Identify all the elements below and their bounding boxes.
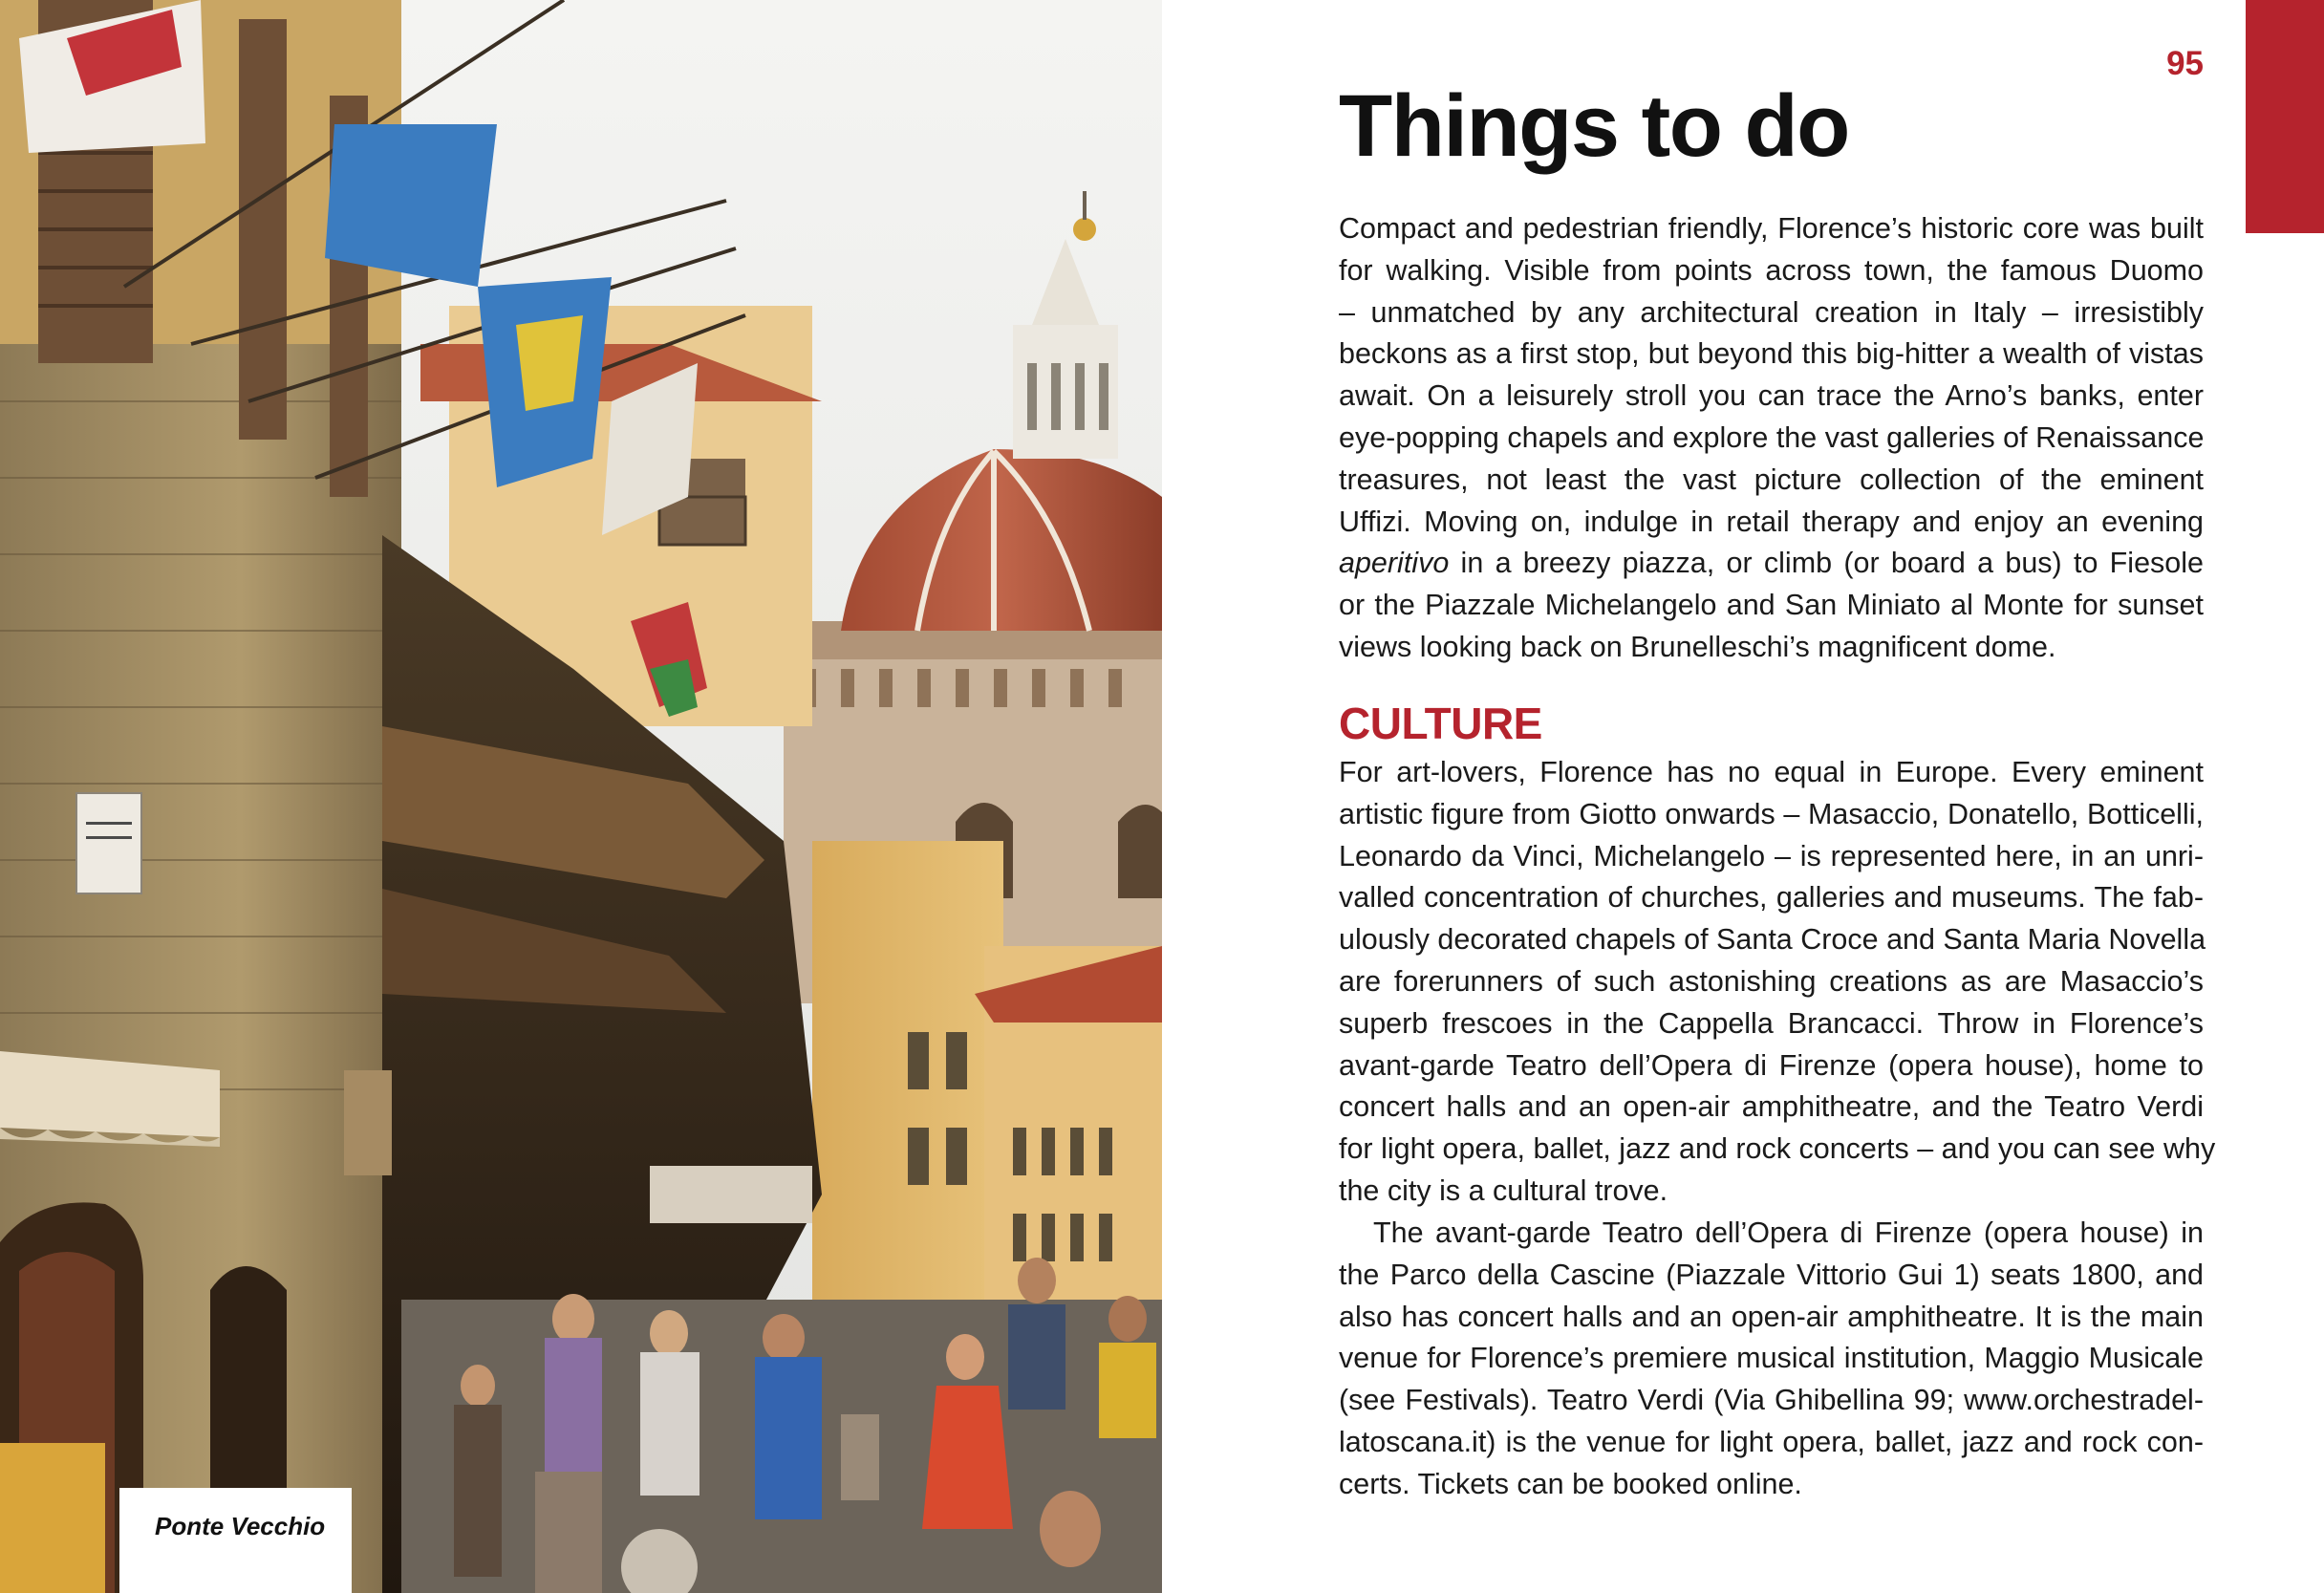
text-line: treasures, not least the vast picture collection of the eminent xyxy=(1339,463,2204,496)
text-line: for walking. Visible from points across town, the famous Duomo xyxy=(1339,253,2204,287)
text-line: the city is a cultural trove. xyxy=(1339,1173,1668,1207)
text-line: await. On a leisurely stroll you can trace the Arno’s banks, enter xyxy=(1339,379,2204,413)
text-line: Uffizi. Moving on, indulge in retail therapy and enjoy an evening xyxy=(1339,505,2204,538)
text-line: views looking back on Brunelleschi’s magnificent dome. xyxy=(1339,630,2056,663)
text-line: eye-popping chapels and explore the vast galleries of Renaissance xyxy=(1339,420,2205,454)
text-line: also has concert halls and an open-air amphitheatre. It is the main xyxy=(1339,1300,2204,1333)
intro-paragraph xyxy=(1339,208,2204,669)
text-line: For art-lovers, Florence has no equal in Europe. Every eminent xyxy=(1339,756,2204,788)
text-line: Compact and pedestrian friendly, Florence’s historic core was built xyxy=(1339,212,2204,245)
text-line: (see Festivals). Teatro Verdi (Via Ghibellina 99; www.orchestradel- xyxy=(1339,1384,2204,1417)
text-line: Leonardo da Vinci, Michelangelo – is represented here, in an unri- xyxy=(1339,839,2204,872)
text-line: valled concentration of churches, galleries and museums. The fab- xyxy=(1339,881,2204,915)
text-line: The avant-garde Teatro dell’Opera di Firenze (opera house) in xyxy=(1373,1216,2204,1249)
text-line: for light opera, ballet, jazz and rock concerts – and you can see why xyxy=(1339,1132,2216,1166)
text-line: beckons as a first stop, but beyond this big-hitter a wealth of vistas xyxy=(1339,337,2204,371)
text-line: ulously decorated chapels of Santa Croce and Santa Maria Novella xyxy=(1339,923,2206,957)
text-line: – unmatched by any architectural creation in Italy – irresistibly xyxy=(1339,295,2204,329)
text-line: or the Piazzale Michelangelo and San Miniato al Monte for sunset xyxy=(1339,589,2204,622)
text-line: certs. Tickets can be booked online. xyxy=(1339,1467,1802,1500)
text-line: latoscana.it) is the venue for light opera, ballet, jazz and rock con- xyxy=(1339,1425,2204,1458)
italic-term: aperitivo xyxy=(1339,547,1450,580)
text-line xyxy=(1339,543,2204,585)
text-line: the Parco della Cascine (Piazzale Vittorio Gui 1) seats 1800, and xyxy=(1339,1258,2204,1291)
text-line: are forerunners of such astonishing creations as are Masaccio’s xyxy=(1339,964,2204,998)
photo-caption: Ponte Vecchio xyxy=(119,1488,352,1593)
page-title: Things to do xyxy=(1339,77,1849,175)
text-line: avant-garde Teatro dell’Opera di Firenze (opera house), home to xyxy=(1339,1048,2204,1082)
chapter-tab xyxy=(2246,0,2324,233)
text-fragment: in a breezy piazza, or climb (or board a bus) to Fiesole xyxy=(1449,547,2204,580)
section-heading-culture: CULTURE xyxy=(1339,699,1542,748)
text-line: concert halls and an open-air amphitheatre, and the Teatro Verdi xyxy=(1339,1090,2204,1124)
culture-paragraph-2 xyxy=(1339,1213,2204,1506)
text-line: superb frescoes in the Cappella Brancacci. Throw in Florence’s xyxy=(1339,1006,2204,1040)
culture-paragraph-1 xyxy=(1339,752,2216,1213)
text-line: artistic figure from Giotto onwards – Masaccio, Donatello, Botticelli, xyxy=(1339,797,2204,830)
page-number: 95 xyxy=(2166,45,2204,82)
text-line: venue for Florence’s premiere musical institution, Maggio Musicale xyxy=(1339,1342,2204,1375)
